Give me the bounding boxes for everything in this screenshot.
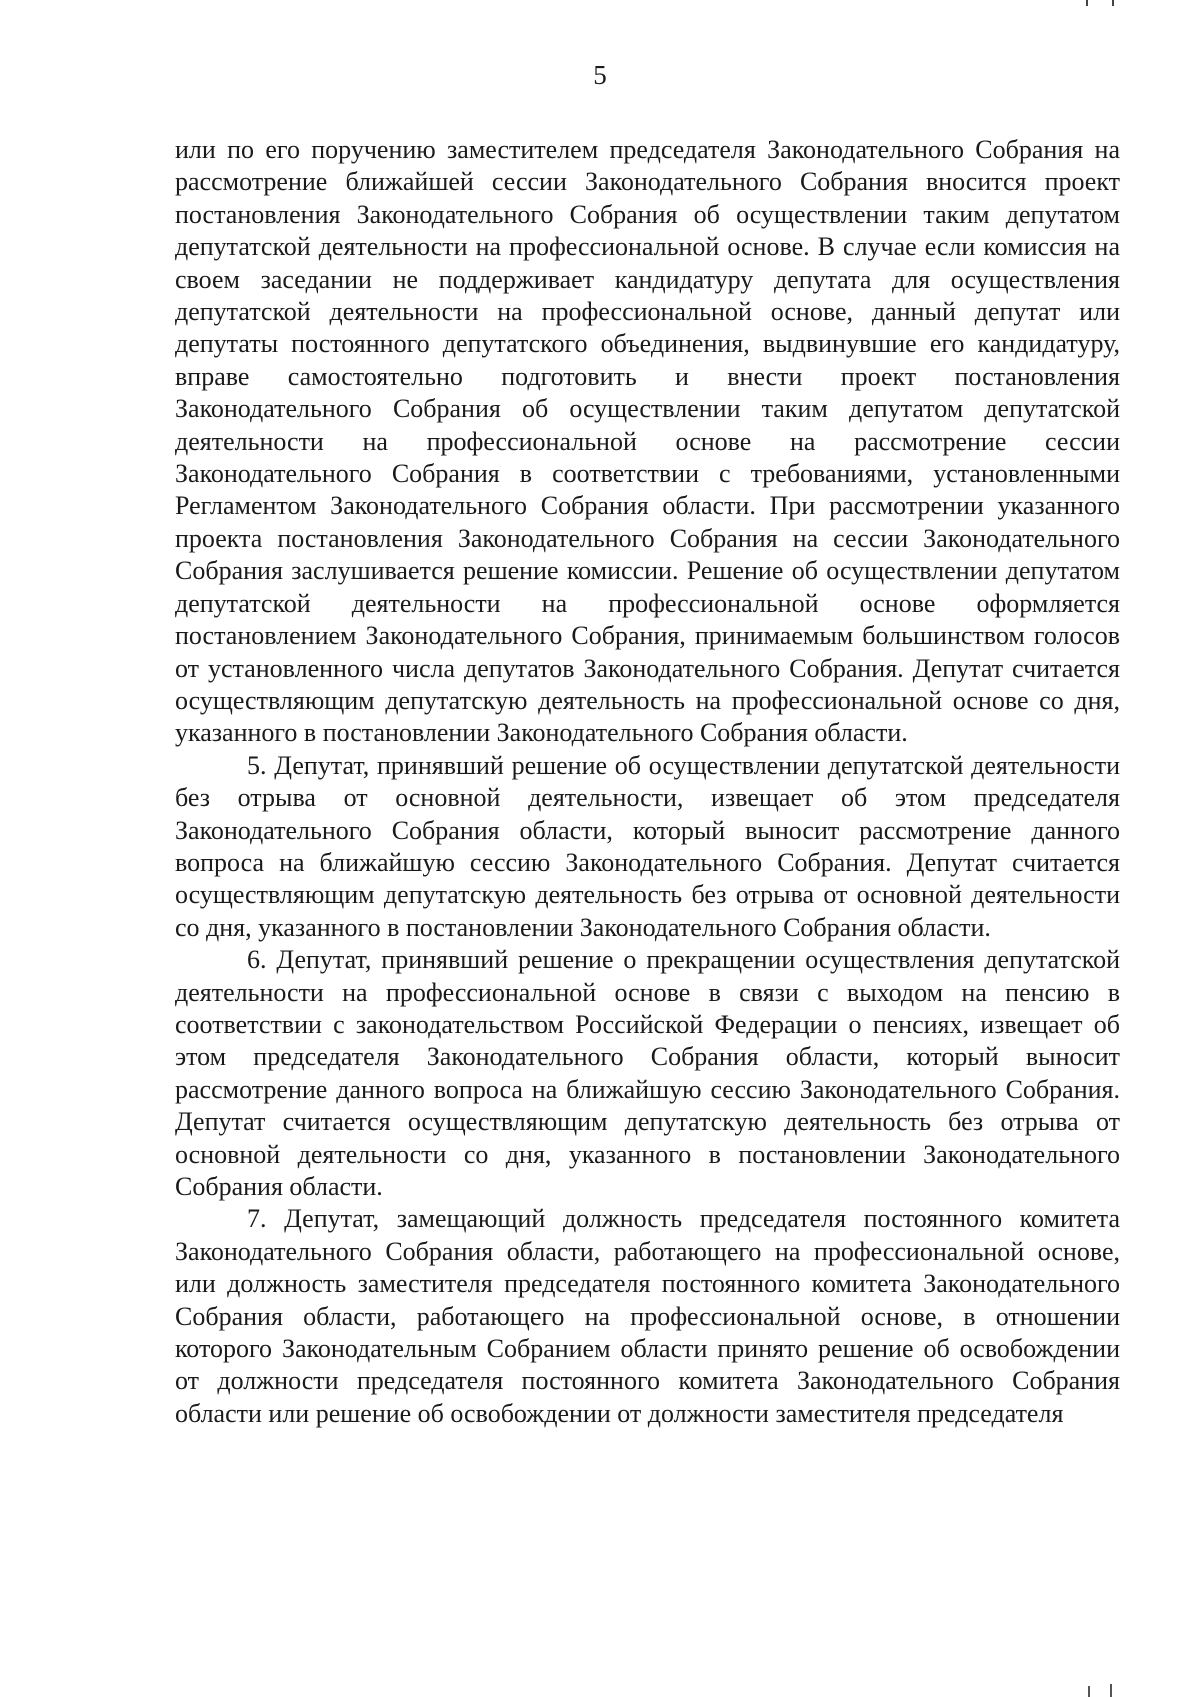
page-number: 5 [593, 60, 607, 90]
document-body [175, 134, 1120, 1430]
scan-edge-mark [1110, 1684, 1112, 1697]
scan-edge-mark [1112, 0, 1114, 6]
paragraph-item-5: 5. Депутат, принявший решение об осуществлении депутатской деятельности без отрыва от основной деятельности, извещает об этом председателя Законодательного Собрания области, который выносит рассмотрение данного вопроса на ближайшую сессию Законодательного Собрания. Депутат считается осуществляющим депутатскую деятельность без отрыва от основной деятельности со дня, указанного в постановлении Законодательного Собрания области. [175, 750, 1120, 942]
paragraph-item-7: 7. Депутат, замещающий должность председателя постоянного комитета Законодательного Собрания области, работающего на профессиональной основе, или должность заместителя председателя постоянного комитета Законодательного Собрания области, работающего на профессиональной основе, в отношении которого Законодательным Собранием области принято решение об освобождении от должности председателя постоянного комитета Законодательного Собрания области или решение об освобождении от должности заместителя председателя [175, 1204, 1120, 1428]
scan-edge-mark [1086, 0, 1088, 6]
scan-edge-mark [1088, 1686, 1090, 1697]
paragraph-continuation: или по его поручению заместителем председателя Законодательного Собрания на рассмотрение ближайшей сессии Законодательного Собрания вносится проект постановления Законодательного Собрания об осуществлении таким депутатом депутатской деятельности на профессиональной основе. В случае если комиссия на своем заседании не поддерживает кандидатуру депутата для осуществления депутатской деятельности на профессиональной основе, данный депутат или депутаты постоянного депутатского объединения, выдвинувшие его кандидатуру, вправе самостоятельно подготовить и внести проект постановления Законодательного Собрания об осуществлении таким депутатом депутатской деятельности на профессиональной основе на рассмотрение сессии Законодательного Собрания в соответствии с требованиями, установленными Регламентом Законодательного Собрания области. При рассмотрении указанного проекта постановления Законодательного Собрания на сессии Законодательного Собрания заслушивается решение комиссии. Решение об осуществлении депутатом депутатской деятельности на профессиональной основе оформляется постановлением Законодательного Собрания, принимаемым большинством голосов от установленного числа депутатов Законодательного Собрания. Депутат считается осуществляющим депутатскую деятельность на профессиональной основе со дня, указанного в постановлении Законодательного Собрания области. [175, 135, 1120, 748]
paragraph-item-6: 6. Депутат, принявший решение о прекращении осуществления депутатской деятельности на профессиональной основе в связи с выходом на пенсию в соответствии с законодательством Российской Федерации о пенсиях, извещает об этом председателя Законодательного Собрания области, который выносит рассмотрение данного вопроса на ближайшую сессию Законодательного Собрания. Депутат считается осуществляющим депутатскую деятельность без отрыва от основной деятельности со дня, указанного в постановлении Законодательного Собрания области. [175, 945, 1120, 1201]
